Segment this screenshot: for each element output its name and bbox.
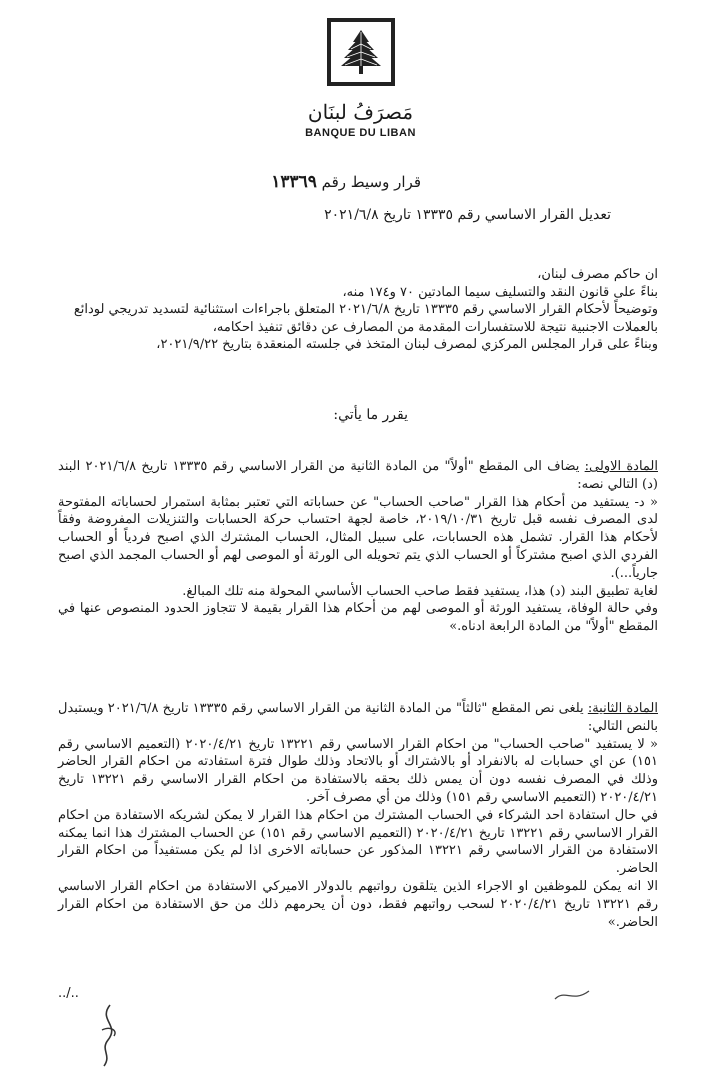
article-two-paragraph: في حال استفادة احد الشركاء في الحساب المشترك من احكام هذا القرار لا يمكن لشريكه الاستفادة من احكام القرار الاساسي رقم ١٣٢٢١ تاريخ ٢٠٢٠/٤/٢١ (التعميم الاساسي رقم ١٥١) عن الحساب المشترك هذا انما يمكنه الاستفادة من القرار الاساسي رقم ١٣٢٢١ المذكور عن حساباته الاخرى اذا لم يكن مستفيداً من احكام القرار الحاضر. bbox=[58, 807, 658, 877]
decision-title-prefix: قرار وسيط رقم bbox=[321, 173, 421, 191]
continuation-marker: ../.. bbox=[58, 986, 79, 1001]
article-two bbox=[58, 700, 658, 931]
decision-title bbox=[271, 172, 421, 192]
preamble-line: بناءً على قانون النقد والتسليف سيما المادتين ٧٠ و١٧٤ منه، bbox=[342, 284, 658, 300]
preamble-line: ان حاكم مصرف لبنان، bbox=[537, 267, 658, 282]
article-two-label: المادة الثانية: bbox=[587, 701, 658, 716]
article-one-paragraph: لغاية تطبيق البند (د) هذا، يستفيد فقط صاحب الحساب الأساسي المحولة منه تلك المبالغ. bbox=[182, 583, 658, 599]
cedar-logo-icon bbox=[327, 18, 395, 86]
article-one-paragraph: وفي حالة الوفاة، يستفيد الورثة أو الموصى لهم من أحكام هذا القرار بقيمة لا تتجاوز الحدود المنصوص عنها في المقطع "أولاً" من المادة الرابعة ادناه.» bbox=[58, 601, 658, 635]
handwritten-signature-icon bbox=[90, 1000, 130, 1074]
decision-number: ١٣٣٦٩ bbox=[271, 172, 317, 192]
article-two-paragraph: « لا يستفيد "صاحب الحساب" من احكام القرار الاساسي رقم ١٣٢٢١ تاريخ ٢٠٢٠/٤/٢١ (التعميم الاساسي رقم ١٥١) عن اي حسابات له بالانفراد أو بالاشتراك أو بالاتحاد وذلك طوال فترة استفادته من احكام القرار الحاضر وذلك في المصرف نفسه دون أن يمس ذلك بحقه بالاستفادة من احكام القرار الاساسي رقم ١٣٢٢١ تاريخ ٢٠٢٠/٤/٢١ (التعميم الاساسي رقم ١٥١) وذلك من أي مصرف آخر. bbox=[58, 736, 659, 805]
article-one bbox=[58, 458, 658, 636]
initial-mark-icon bbox=[553, 985, 593, 1009]
preamble-line: وتوضيحاً لأحكام القرار الاساسي رقم ١٣٣٣٥ تاريخ ٢٠٢١/٦/٨ المتعلق باجراءات استثنائية لتسديد تدريجي لودائع بالعملات الاجنبية نتيجة للاستفسارات المقدمة من المصارف عن دقائق تنفيذ احكامه، bbox=[73, 302, 658, 335]
preamble bbox=[58, 266, 658, 354]
article-one-label: المادة الاولى: bbox=[584, 459, 658, 474]
article-one-paragraph: « د- يستفيد من أحكام هذا القرار "صاحب الحساب" عن حساباته التي تعتبر بمثابة استمرار لحساباته المفتوحة لدى المصرف نفسه قبل تاريخ ٢٠١٩/١٠/٣١، خاصة لجهة احتساب حركة الحسابات والتنزيلات المفروضة وفقاً لأحكام هذا القرار. تشمل هذه الحسابات، على سبيل المثال، الحساب المشترك الذي اصبح فردياً أو الحساب الفردي الذي اصبح مشتركاً أو الحساب الذي يتم تحويله الى الورثة أو الموصى لهم أو الحساب المجمد الذي اصبح جارياً...). bbox=[58, 494, 658, 581]
bank-name-arabic: مَصرَفُ لبنَان bbox=[307, 100, 414, 124]
article-two-paragraph: الا انه يمكن للموظفين او الاجراء الذين يتلقون رواتبهم بالدولار الاميركي الاستفادة من احكام القرار الاساسي رقم ١٣٢٢١ تاريخ ٢٠٢٠/٤/٢١ لسحب رواتبهم فقط، دون أن يحرمهم ذلك من حق الاستفادة من احكام القرار الحاضر.» bbox=[58, 878, 658, 930]
decision-subject: تعديل القرار الاساسي رقم ١٣٣٣٥ تاريخ ٢٠٢١/٦/٨ bbox=[324, 207, 611, 223]
bank-name-french: BANQUE DU LIBAN bbox=[305, 127, 416, 139]
article-one-intro: يضاف الى المقطع "أولاً" من المادة الثانية من القرار الاساسي رقم ١٣٣٣٥ تاريخ ٢٠٢١/٦/٨ البند (د) التالي نصه: bbox=[58, 459, 658, 492]
preamble-line: وبناءً على قرار المجلس المركزي لمصرف لبنان المتخذ في جلسته المنعقدة بتاريخ ٢٠٢١/٩/٢٢، bbox=[156, 337, 658, 352]
article-two-intro: يلغى نص المقطع "ثالثاً" من المادة الثانية من القرار الاساسي رقم ١٣٣٣٥ تاريخ ٢٠٢١/٦/٨ ويستبدل بالنص التالي: bbox=[58, 701, 658, 734]
decides-heading: يقرر ما يأتي: bbox=[333, 407, 408, 423]
logo-area bbox=[0, 18, 721, 90]
